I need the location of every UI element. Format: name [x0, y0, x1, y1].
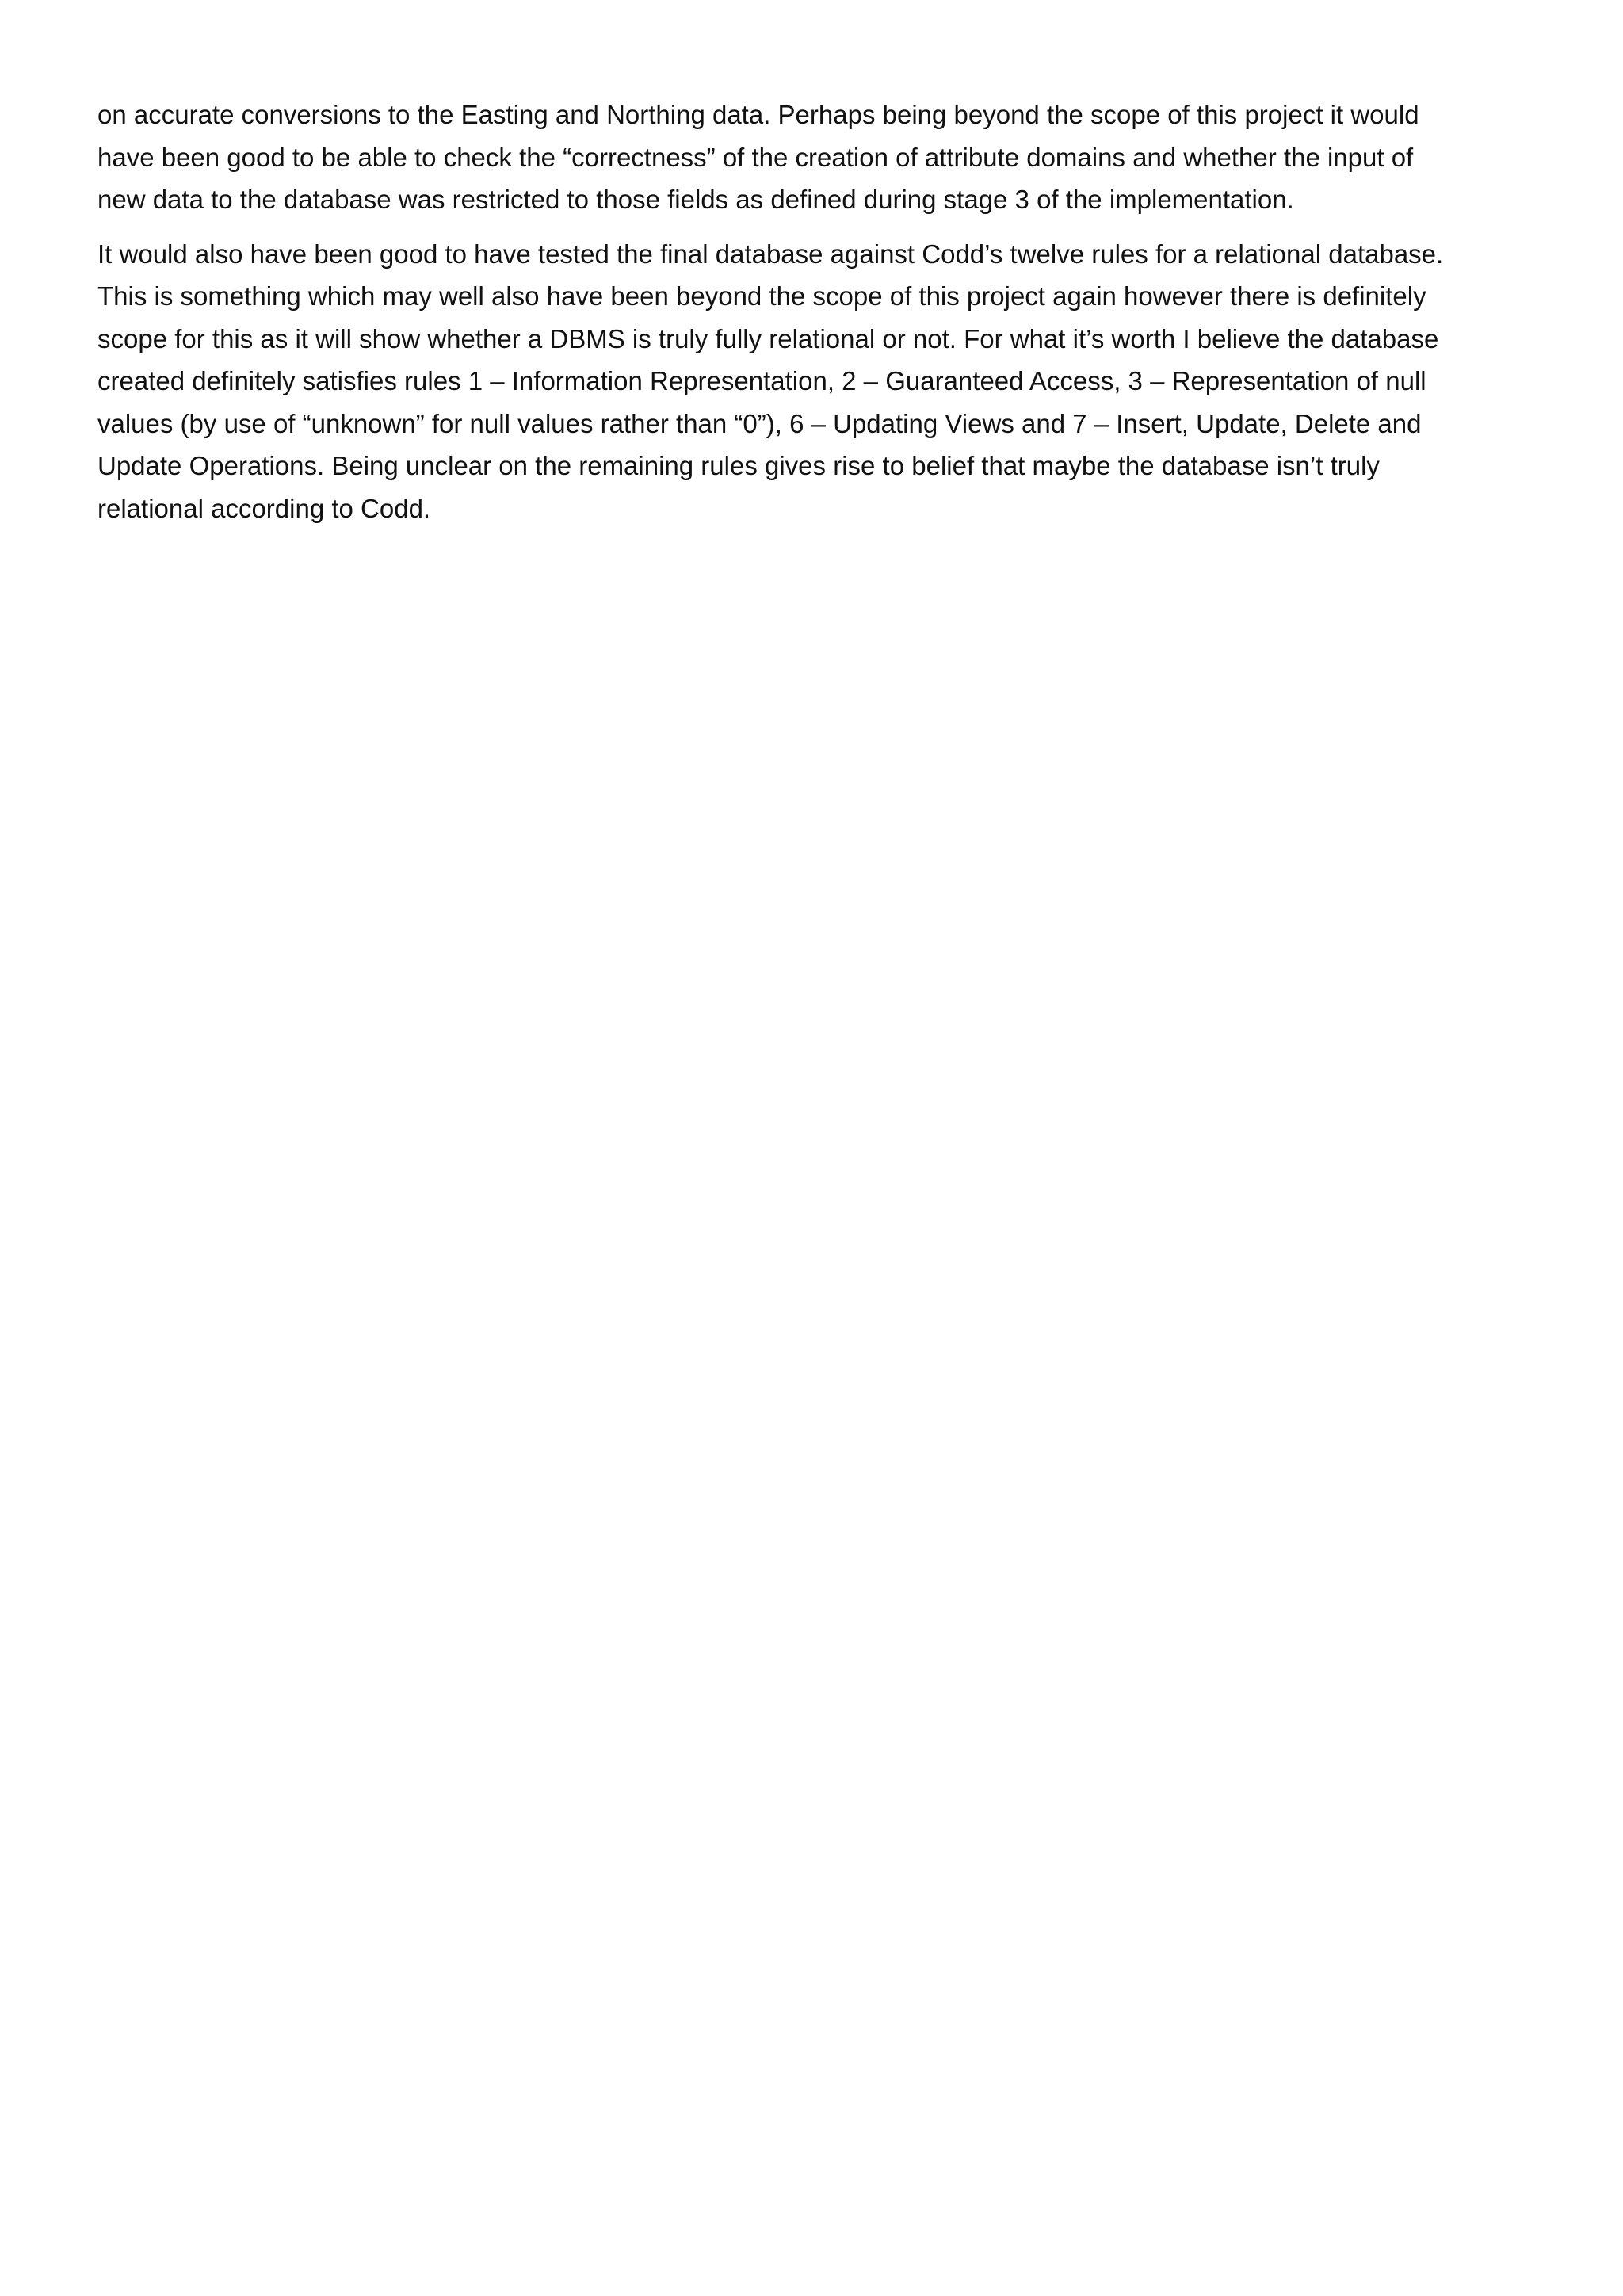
paragraph-accuracy-check — [97, 94, 1548, 221]
text-line: on accurate conversions to the Easting and Northing data. Perhaps being beyond the scope of this project it would — [97, 100, 1419, 129]
text-line: This is something which may well also have been beyond the scope of this project again however there is definitely — [97, 281, 1426, 311]
text-line: Update Operations. Being unclear on the remaining rules gives rise to belief that maybe the database isn’t truly — [97, 451, 1380, 480]
text-line: values (by use of “unknown” for null values rather than “0”), 6 – Updating Views and 7 – Insert, Update, Delete and — [97, 408, 1422, 438]
text-line: new data to the database was restricted to those fields as defined during stage 3 of the implementation. — [97, 185, 1294, 214]
paragraph-codd-rules — [97, 233, 1548, 530]
text-line: have been good to be able to check the “correctness” of the creation of attribute domains and whether the input of — [97, 142, 1414, 172]
text-line: scope for this as it will show whether a DBMS is truly fully relational or not. For what it’s worth I believe the database — [97, 323, 1439, 353]
document-body — [97, 94, 1548, 529]
text-line: It would also have been good to have tested the final database against Codd’s twelve rules for a relational database. — [97, 239, 1444, 269]
text-line: relational according to Codd. — [97, 493, 431, 523]
text-line: created definitely satisfies rules 1 – Information Representation, 2 – Guaranteed Access, 3 – Representation of null — [97, 366, 1426, 395]
